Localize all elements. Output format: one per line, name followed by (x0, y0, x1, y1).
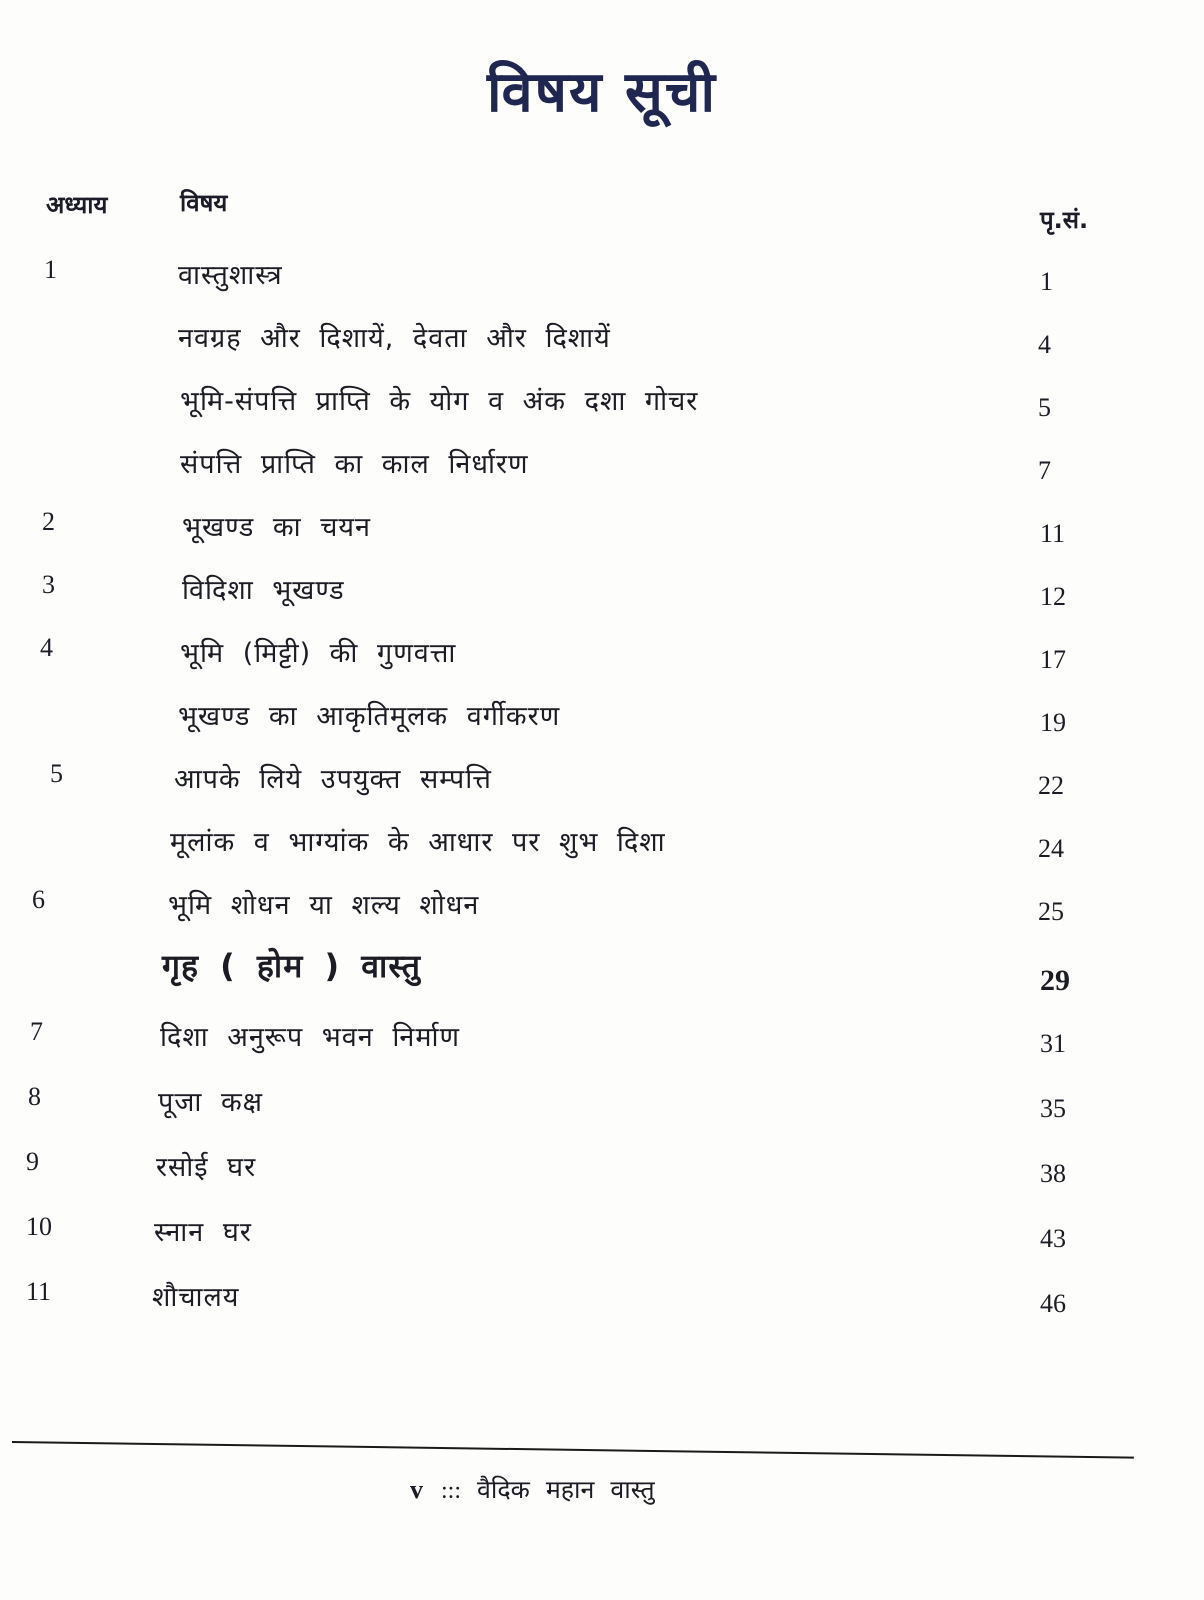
page-number: 7 (1038, 456, 1051, 485)
toc-row (0, 759, 1204, 799)
toc-row (0, 570, 1204, 610)
subject-column-header: विषय (180, 189, 228, 217)
section-title: गृह ( होम ) वास्तु (162, 947, 422, 985)
chapter-number: 8 (28, 1082, 41, 1111)
chapter-number: 4 (40, 633, 53, 662)
toc-row (0, 696, 1204, 736)
chapter-number: 10 (26, 1212, 52, 1241)
page-number: 43 (1040, 1224, 1066, 1253)
page-number: 17 (1040, 645, 1066, 674)
page-number: 4 (1038, 330, 1051, 359)
chapter-number: 1 (44, 255, 57, 284)
toc-row (0, 318, 1204, 358)
footer-book-title: वैदिक महान वास्तु (477, 1475, 655, 1504)
subject-title: स्नान घर (154, 1217, 252, 1248)
toc-row (0, 1147, 1204, 1187)
chapter-column-header: अध्याय (46, 191, 108, 219)
subject-title: शौचालय (152, 1282, 240, 1313)
chapter-number: 5 (50, 759, 63, 788)
subject-title: भूमि शोधन या शल्य शोधन (168, 890, 480, 921)
page-title: विषय सूची (487, 60, 717, 125)
chapter-number: 2 (42, 507, 55, 536)
subject-title: रसोई घर (156, 1152, 257, 1183)
page-number: 22 (1038, 771, 1064, 800)
page-number: 29 (1040, 964, 1070, 997)
page-footer (410, 1472, 655, 1506)
toc-row (0, 1212, 1204, 1252)
toc-row (0, 1277, 1204, 1317)
page-number: 46 (1040, 1289, 1066, 1318)
chapter-number: 3 (42, 570, 55, 599)
toc-row (0, 885, 1204, 925)
subject-title: वास्तुशास्त्र (178, 260, 283, 291)
subject-title: विदिशा भूखण्ड (182, 575, 345, 606)
page-number: 1 (1040, 267, 1053, 296)
toc-row (0, 1082, 1204, 1122)
chapter-number: 9 (26, 1147, 39, 1176)
subject-title: भूमि (मिट्टी) की गुणवत्ता (180, 638, 457, 669)
page-column-header: पृ.सं. (1040, 206, 1089, 234)
toc-row (0, 1017, 1204, 1057)
page-number: 11 (1040, 519, 1066, 548)
page-number: 19 (1040, 708, 1066, 737)
page-number: 35 (1040, 1094, 1066, 1123)
footer-divider (12, 1441, 1134, 1459)
subject-title: संपत्ति प्राप्ति का काल निर्धारण (180, 449, 529, 480)
subject-title: पूजा कक्ष (158, 1087, 264, 1118)
chapter-number: 7 (30, 1017, 43, 1046)
footer-separator: ::: (441, 1478, 462, 1504)
subject-title: मूलांक व भाग्यांक के आधार पर शुभ दिशा (170, 827, 666, 858)
subject-title: भूखण्ड का आकृतिमूलक वर्गीकरण (178, 701, 561, 732)
toc-row (0, 822, 1204, 862)
subject-title: भूमि-संपत्ति प्राप्ति के योग व अंक दशा गोचर (180, 386, 699, 417)
subject-title: दिशा अनुरूप भवन निर्माण (160, 1022, 460, 1053)
toc-row (0, 381, 1204, 421)
subject-title: नवग्रह और दिशायें, देवता और दिशायें (178, 323, 611, 354)
chapter-number: 11 (26, 1277, 52, 1306)
toc-row (0, 255, 1204, 295)
toc-row (0, 633, 1204, 673)
toc-section-row (0, 947, 1204, 997)
toc-row (0, 507, 1204, 547)
page-number: 12 (1040, 582, 1066, 611)
page-number: 31 (1040, 1029, 1066, 1058)
chapter-number: 6 (32, 885, 45, 914)
subject-title: आपके लिये उपयुक्त सम्पत्ति (174, 764, 492, 795)
page-number: 5 (1038, 393, 1051, 422)
toc-row (0, 444, 1204, 484)
subject-title: भूखण्ड का चयन (182, 512, 372, 543)
footer-page-number: v (410, 1475, 423, 1504)
page-number: 25 (1038, 897, 1064, 926)
page-number: 24 (1038, 834, 1064, 863)
page-number: 38 (1040, 1159, 1066, 1188)
